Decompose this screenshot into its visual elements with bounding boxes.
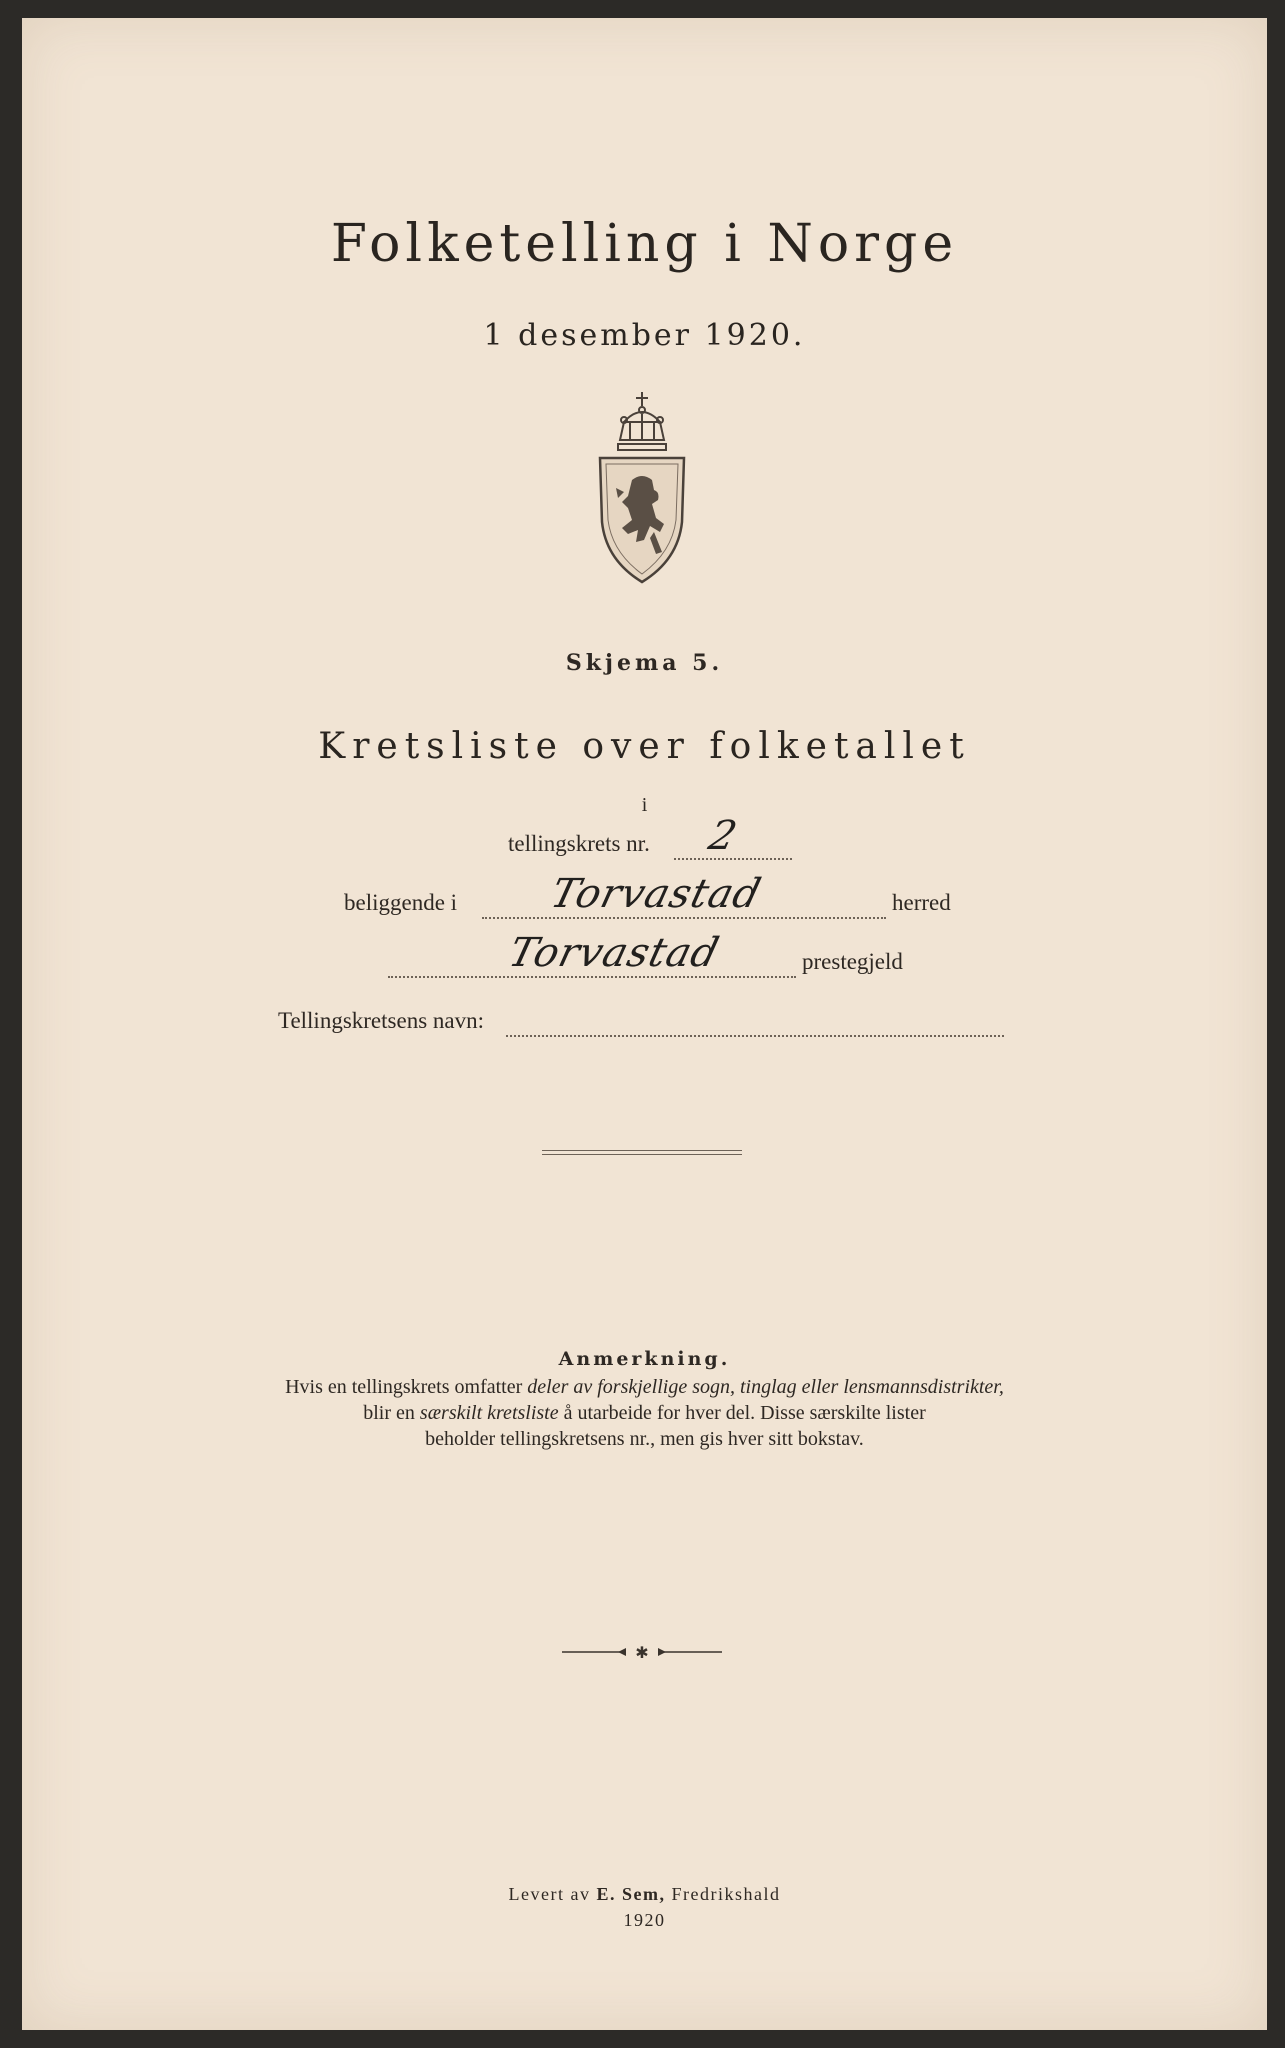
herred-line <box>482 917 886 919</box>
page-title: Folketelling i Norge <box>330 214 959 274</box>
herred-field[interactable]: Torvastad <box>546 871 767 917</box>
ornament-divider-icon <box>562 1642 722 1662</box>
form-heading: Kretsliste over folketallet <box>318 726 971 767</box>
svg-text:✱: ✱ <box>635 1643 649 1662</box>
tellingskrets-number-field[interactable]: 2 <box>704 813 743 859</box>
prestegjeld-field[interactable]: Torvastad <box>504 930 725 976</box>
norway-coat-of-arms-icon <box>594 392 690 584</box>
note-line-1 <box>22 1376 1267 1399</box>
printer-name: E. Sem, <box>596 1884 666 1904</box>
divider-rule <box>542 1150 742 1155</box>
census-form-page <box>22 18 1267 2030</box>
conjunction-i: i <box>641 794 648 816</box>
schema-number: Skjema 5. <box>565 650 724 676</box>
prestegjeld-label: prestegjeld <box>802 949 903 974</box>
note-line-1-emphasis: deler av forskjellige sogn, tinglag eller lensmannsdistrikter, <box>527 1376 1004 1398</box>
note-line-2 <box>22 1402 1267 1425</box>
krets-name-label: Tellingskretsens navn: <box>278 1008 484 1033</box>
printer-year: 1920 <box>623 1910 666 1930</box>
prestegjeld-line <box>388 976 796 978</box>
printer-prefix: Levert av <box>508 1884 597 1904</box>
census-date: 1 desember 1920. <box>483 318 806 353</box>
note-line-3: beholder tellingskretsens nr., men gis hver sitt bokstav. <box>425 1428 864 1450</box>
printer-place: Fredrikshald <box>665 1884 781 1904</box>
printer-credit <box>22 1884 1267 1905</box>
herred-label: herred <box>892 890 951 915</box>
krets-name-line <box>506 1035 1004 1037</box>
note-line-2-emphasis: særskilt kretsliste <box>419 1402 559 1424</box>
note-line-2-text-a: blir en <box>363 1402 420 1424</box>
note-line-1-text: Hvis en tellingskrets omfatter <box>285 1376 528 1398</box>
note-line-2-text-c: å utarbeide for hver del. Disse særskilte lister <box>558 1402 926 1424</box>
tellingskrets-line <box>674 858 792 860</box>
tellingskrets-label: tellingskrets nr. <box>508 831 650 856</box>
note-title: Anmerkning. <box>558 1348 731 1370</box>
beliggende-label: beliggende i <box>344 890 458 915</box>
